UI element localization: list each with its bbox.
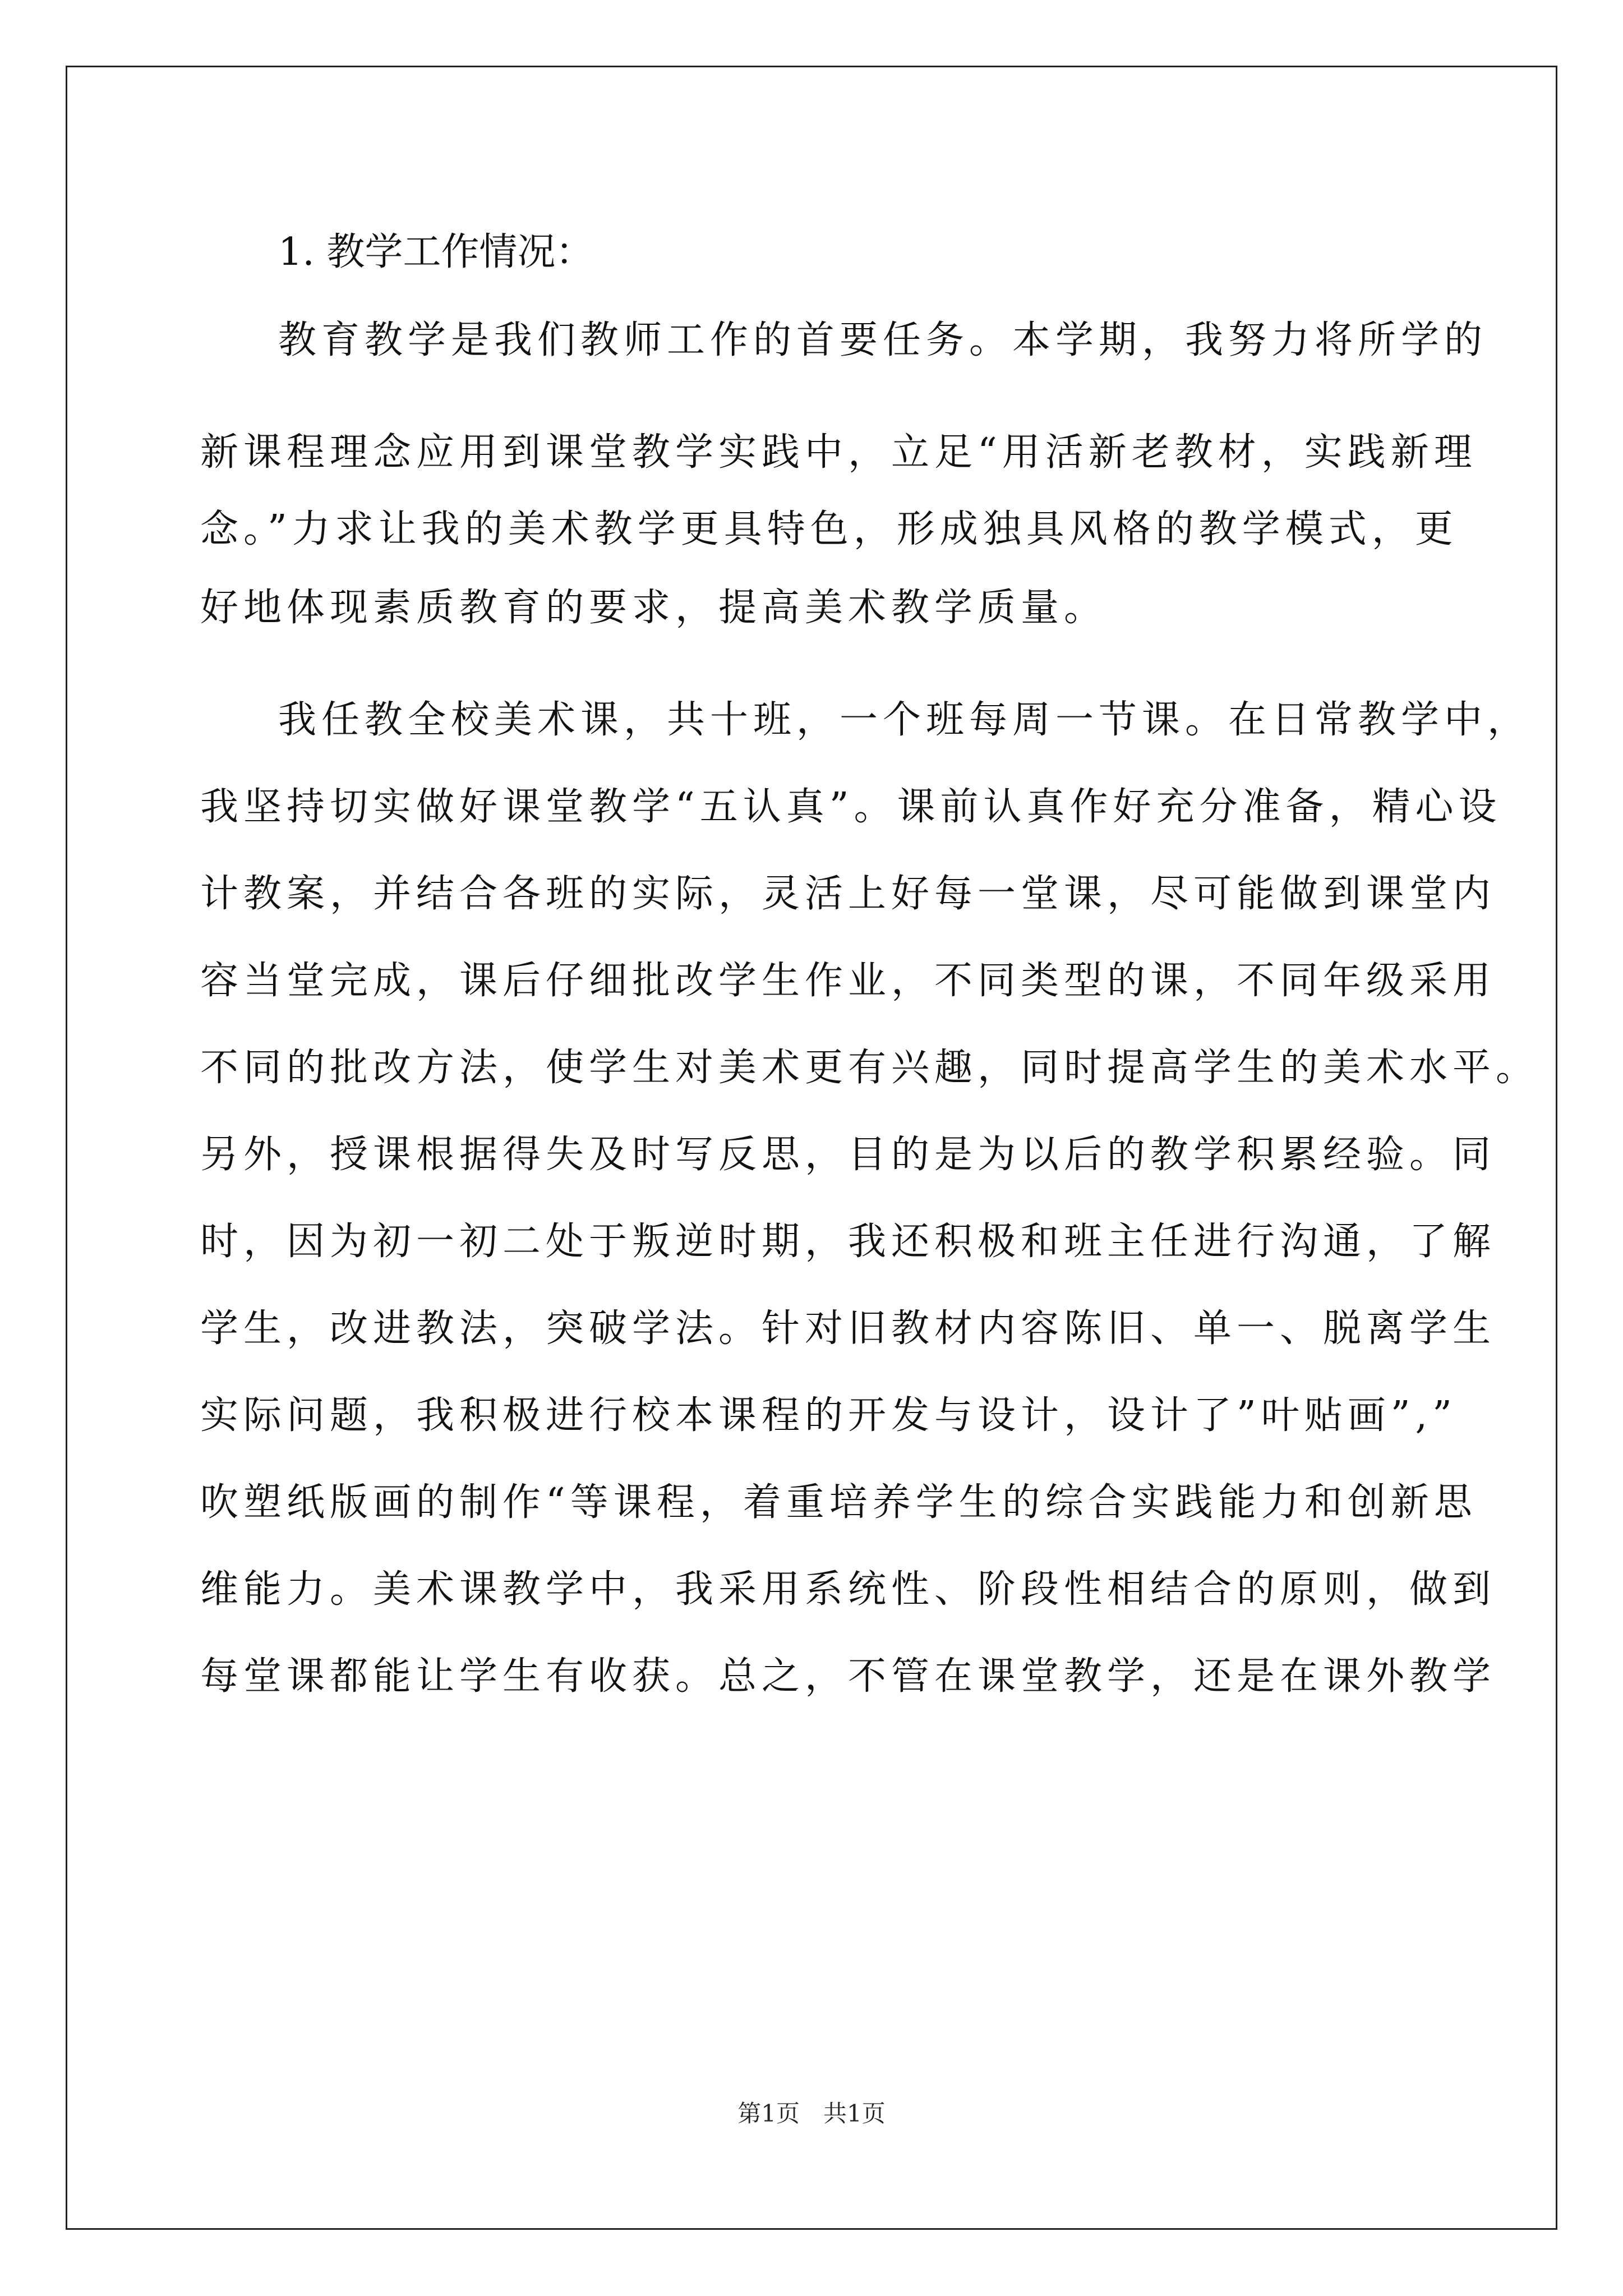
body-line: 新课程理念应用到课堂教学实践中，立足“用活新老教材，实践新理 [200, 430, 1477, 475]
body-line: 时，因为初一初二处于叛逆时期，我还积极和班主任进行沟通，了解 [200, 1220, 1496, 1264]
body-line: 容当堂完成，课后仔细批改学生作业，不同类型的课，不同年级采用 [200, 959, 1496, 1003]
body-line: 吹塑纸版画的制作“等课程，着重培养学生的综合实践能力和创新思 [200, 1480, 1477, 1525]
body-line: 实际问题，我积极进行校本课程的开发与设计，设计了”叶贴画”,” [200, 1393, 1457, 1438]
body-line: 学生，改进教法，突破学法。针对旧教材内容陈旧、单一、脱离学生 [200, 1306, 1496, 1351]
body-line: 每堂课都能让学生有收获。总之，不管在课堂教学，还是在课外教学 [200, 1654, 1496, 1699]
section-heading: 1. 教学工作情况： [278, 230, 594, 274]
body-line: 我坚持切实做好课堂教学“五认真”。课前认真作好充分准备，精心设 [200, 785, 1502, 829]
body-line: 念。”力求让我的美术教学更具特色，形成独具风格的教学模式，更 [200, 507, 1458, 551]
body-line: 好地体现素质教育的要求，提高美术教学质量。 [200, 586, 1108, 630]
body-line: 另外，授课根据得失及时写反思，目的是为以后的教学积累经验。同 [200, 1133, 1496, 1177]
page-footer: 第1页 共1页 [737, 2100, 886, 2127]
body-line: 计教案，并结合各班的实际，灵活上好每一堂课，尽可能做到课堂内 [200, 872, 1496, 916]
body-line: 教育教学是我们教师工作的首要任务。本学期，我努力将所学的 [278, 318, 1488, 362]
body-line: 不同的批改方法，使学生对美术更有兴趣，同时提高学生的美术水平。 [200, 1046, 1539, 1090]
body-line: 维能力。美术课教学中，我采用系统性、阶段性相结合的原则，做到 [200, 1567, 1496, 1612]
body-line: 我任教全校美术课，共十班，一个班每周一节课。在日常教学中， [278, 698, 1531, 742]
